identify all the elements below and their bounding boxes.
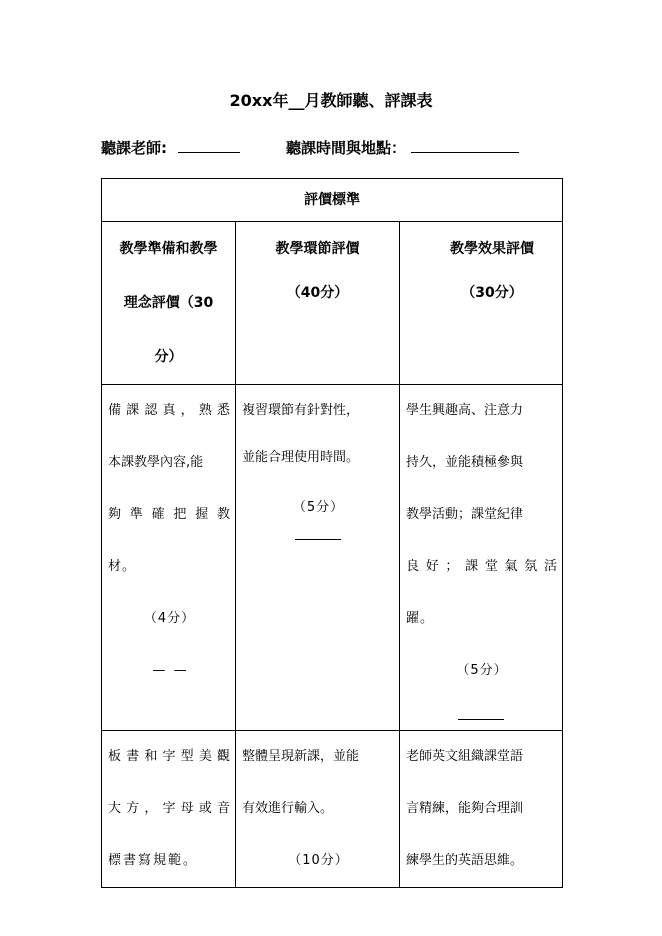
column-header-line: 理念評價（30 [123, 295, 214, 311]
criteria-line: 夠準確把握教 [108, 507, 231, 522]
criteria-line: 學生興趣高、注意力 [406, 403, 524, 418]
time-place-label: 聽課時間與地點： [286, 139, 407, 157]
criteria-cell [102, 385, 236, 731]
column-header-line: 教學效果評價 [450, 241, 534, 257]
criteria-line: 老師英文組織課堂語 [406, 749, 524, 764]
score-label: （4分） [143, 611, 196, 626]
criteria-cell [102, 731, 236, 888]
column-header-line: （40分） [286, 285, 349, 301]
criteria-cell [400, 385, 563, 731]
teacher-field [101, 137, 240, 158]
criteria-line: 整體呈現新課，並能 [242, 749, 360, 764]
page-title: 20xx年__月教師聽、評課表 [229, 91, 433, 110]
criteria-line: 教學活動；課堂紀律 [406, 507, 524, 522]
criteria-line: 言精練，能夠合理訓 [406, 801, 524, 816]
criteria-cell [236, 731, 400, 888]
criteria-line: 複習環節有針對性， [242, 403, 360, 418]
column-header-preparation [102, 222, 236, 385]
criteria-line: 良好；課堂氣氛活 [406, 559, 558, 574]
criteria-line: 板書和字型美觀 [108, 749, 231, 764]
time-place-field [286, 137, 519, 158]
column-header-line: （30分） [461, 285, 523, 301]
criteria-line: 躍。 [406, 611, 435, 626]
score-label: （5分） [456, 663, 508, 678]
column-header-line: 教學環節評價 [275, 241, 360, 257]
score-blank [400, 691, 562, 724]
column-header-line: 教學準備和教學 [119, 241, 218, 257]
evaluation-table [101, 178, 563, 888]
criteria-cell [236, 385, 400, 731]
criteria-cell [400, 731, 563, 888]
column-header-line: 分） [154, 349, 183, 365]
criteria-line: 並能合理使用時間。 [242, 450, 360, 465]
criteria-line: 材。 [108, 559, 137, 574]
score-blank [236, 511, 399, 544]
column-header-process [236, 222, 400, 385]
teacher-label: 聽課老師: [101, 139, 167, 157]
score-label: （10分） [288, 853, 349, 868]
criteria-line: 持久，並能積極參與 [406, 455, 524, 470]
criteria-line: 練學生的英語思維。 [406, 853, 524, 868]
score-label: （5分） [292, 500, 345, 515]
teacher-blank [178, 138, 240, 153]
criteria-line: 備課認真，熟悉 [108, 403, 231, 418]
time-place-blank [411, 138, 519, 153]
criteria-line: 標書寫規範。 [108, 853, 199, 868]
criteria-line: 有效進行輸入。 [242, 801, 334, 816]
table-header: 評價標準 [102, 179, 563, 222]
score-blank: — — [152, 663, 187, 678]
column-header-effect [400, 222, 563, 385]
criteria-line: 本課教學內容,能 [108, 455, 204, 470]
criteria-line: 大方，字母或音 [108, 801, 231, 816]
